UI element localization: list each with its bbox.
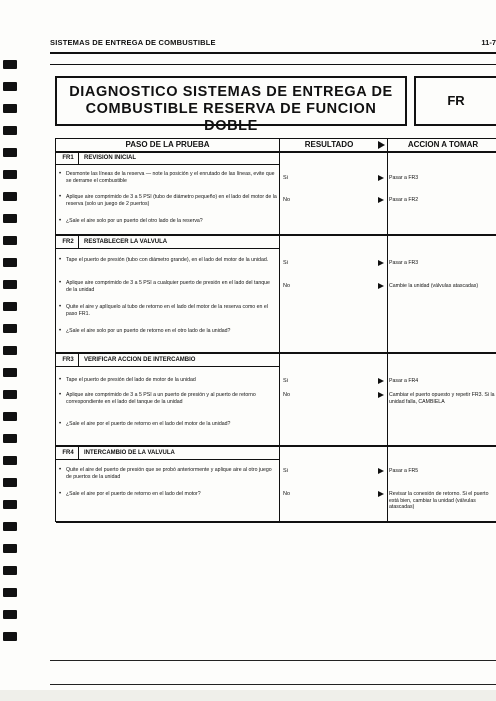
test-step-text: Desmonte las líneas de la reserva — note la posición y el enrutado de las líneas, evite que se derrame el combustible — [66, 171, 275, 184]
section-title-rule — [56, 164, 279, 165]
action-text: Cambiar el puerto opuesto y repetir FR3. Si la unidad falla, CAMBIELA — [389, 392, 495, 405]
section-code: FR2 — [62, 239, 74, 245]
footer-rule — [50, 660, 496, 661]
column-header-result: RESULTADO — [304, 140, 354, 149]
arrow-icon — [378, 197, 384, 203]
test-step — [59, 491, 277, 498]
test-step-text: ¿Sale el aire solo por un puerto de retorno en el otro lado de la unidad? — [66, 328, 231, 334]
section-title: RESTABLECER LA VALVULA — [84, 239, 168, 245]
bullet-icon: • — [59, 421, 62, 427]
test-step-text: ¿Sale el aire por el puerto de retorno en el lado del motor? — [66, 491, 201, 497]
result-value: No — [283, 283, 291, 289]
bullet-icon: • — [59, 491, 62, 497]
column-divider — [387, 139, 388, 523]
action-text: Cambie la unidad (válvulas atascadas) — [389, 283, 479, 289]
bullet-icon: • — [59, 194, 62, 200]
test-step — [59, 328, 277, 335]
section-code: FR1 — [62, 155, 74, 161]
section-title-rule — [56, 459, 279, 460]
chart-code-box: FR — [414, 76, 496, 126]
arrow-icon — [378, 491, 384, 497]
section-title: REVISION INICIAL — [84, 155, 137, 161]
test-step-text: Aplique aire comprimido de 3 a 5 PSI a cualquier puerto de presión en el lado del tanque de la unidad — [66, 280, 270, 293]
column-header-action: ACCION A TOMAR — [407, 140, 479, 149]
section-code: FR4 — [62, 450, 74, 456]
title-line-2: COMBUSTIBLE RESERVA DE FUNCION DOBLE — [85, 101, 377, 134]
arrow-icon — [378, 378, 384, 384]
section-title-rule — [56, 366, 279, 367]
test-step-text: Quite el aire del puerto de presión que se probó anteriormente y aplique aire al otro juego de puertos de la unidad — [66, 467, 272, 480]
test-step — [59, 304, 277, 317]
title-line-1: DIAGNOSTICO SISTEMAS DE ENTREGA DE — [69, 84, 393, 100]
action-text: Pasar a FR5 — [389, 468, 419, 474]
action-text: Pasar a FR3 — [389, 260, 419, 266]
result-value: No — [283, 392, 291, 398]
test-step — [59, 467, 277, 480]
test-step-text: Tape el puerto de presión (tubo con diámetro grande), en el lado del motor de la unidad. — [66, 257, 269, 263]
scan-edge — [0, 690, 496, 701]
test-step-text: Tape el puerto de presión del lado de motor de la unidad — [66, 377, 196, 383]
bullet-icon: • — [59, 171, 62, 177]
arrow-icon — [378, 260, 384, 266]
arrow-icon — [378, 283, 384, 289]
footer-rule — [50, 684, 496, 685]
result-value: Si — [283, 468, 288, 474]
test-step-text: Aplique aire comprimido de 3 a 5 PSI a un puerto de presión y al puerto de retorno correspondiente en el lado del tanque de la unidad — [66, 392, 256, 405]
test-step — [59, 392, 277, 405]
column-divider — [279, 139, 280, 523]
test-step — [59, 377, 277, 384]
test-step — [59, 280, 277, 293]
result-value: Si — [283, 175, 288, 181]
table-bottom-rule — [56, 521, 496, 523]
action-text: Revisar la conexión de retorno. Si el puerto está bien, cambiar la unidad (válvulas atascadas) — [389, 491, 489, 511]
test-step-text: Aplique aire comprimido de 3 a 5 PSI (tubo de diámetro pequeño) en el lado del motor de la reserva (solo un juego de 2 puertos) — [66, 194, 277, 207]
section-title: INTERCAMBIO DE LA VALVULA — [84, 450, 175, 456]
bullet-icon: • — [59, 392, 62, 398]
action-text: Pasar a FR2 — [389, 197, 419, 203]
section-code: FR3 — [62, 357, 74, 363]
arrow-icon — [378, 392, 384, 398]
action-text: Pasar a FR3 — [389, 175, 419, 181]
test-step — [59, 194, 277, 207]
title-box — [55, 76, 407, 134]
bullet-icon: • — [59, 328, 62, 334]
test-step — [59, 218, 277, 225]
test-step — [59, 421, 277, 428]
bullet-icon: • — [59, 280, 62, 286]
result-value: Si — [283, 378, 288, 384]
bullet-icon: • — [59, 218, 62, 224]
diagnostic-table — [55, 138, 496, 522]
column-header-step: PASO DE LA PRUEBA — [125, 140, 210, 149]
arrow-icon — [378, 175, 384, 181]
bullet-icon: • — [59, 467, 62, 473]
arrow-icon — [378, 468, 384, 474]
result-value: No — [283, 491, 291, 497]
result-value: No — [283, 197, 291, 203]
running-title: SISTEMAS DE ENTREGA DE COMBUSTIBLE — [50, 38, 216, 47]
section-title: VERIFICAR ACCION DE INTERCAMBIO — [84, 357, 196, 363]
test-step-text: ¿Sale el aire solo por un puerto del otro lado de la reserva? — [66, 218, 203, 224]
bullet-icon: • — [59, 377, 62, 383]
test-step — [59, 257, 277, 264]
header-rule-secondary — [50, 64, 496, 65]
binder-holes — [0, 60, 22, 660]
bullet-icon: • — [59, 257, 62, 263]
running-header — [50, 32, 496, 52]
result-value: Si — [283, 260, 288, 266]
header-rule — [50, 52, 496, 54]
bullet-icon: • — [59, 304, 62, 310]
header-arrow-icon — [378, 141, 385, 149]
section-title-rule — [56, 248, 279, 249]
test-step-text: ¿Sale el aire por el puerto de retorno en el lado del motor de la unidad? — [66, 421, 231, 427]
test-step — [59, 171, 277, 184]
page-number: 11-7 — [481, 38, 496, 47]
action-text: Pasar a FR4 — [389, 378, 419, 384]
test-step-text: Quite el aire y aplíquelo al tubo de retorno en el lado del motor de la reserva como en el paso FR1. — [66, 304, 268, 317]
